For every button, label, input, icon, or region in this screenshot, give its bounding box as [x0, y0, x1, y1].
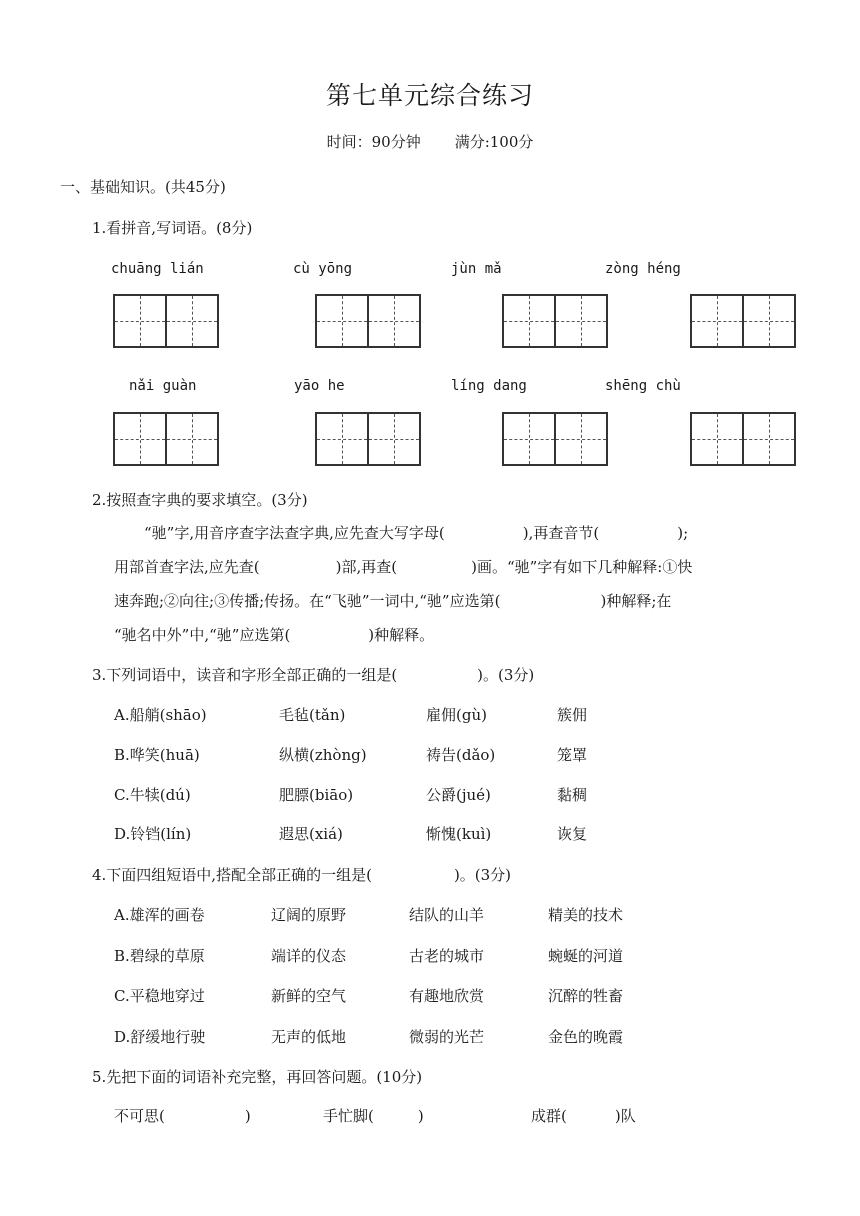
writing-grid[interactable]: [113, 294, 219, 348]
idiom-text: ): [417, 1107, 424, 1125]
q3-title-text: 3.下列词语中，读音和字形全部正确的一组是(: [92, 666, 398, 684]
option-d-phrase-3: 微弱的光芒: [409, 1028, 485, 1046]
option-a-phrase-2: 辽阔的原野: [271, 906, 347, 924]
question-2-body: [114, 516, 804, 652]
idiom-text: 手忙脚(: [323, 1107, 374, 1125]
option-a-word-3: 雇佣(gù): [426, 706, 487, 724]
option-b-phrase-2: 端详的仪态: [271, 947, 347, 965]
full-score: 满分:100分: [454, 133, 534, 151]
q2-text: )种解释。: [368, 626, 435, 644]
writing-grid[interactable]: [113, 412, 219, 466]
option-d-word-1[interactable]: D.铃铛(lín): [114, 825, 192, 843]
pinyin-label: líng dang: [451, 378, 527, 394]
pinyin-label: nǎi guàn: [129, 378, 197, 394]
writing-grid[interactable]: [315, 412, 421, 466]
option-c-word-1[interactable]: C.牛犊(dú): [114, 786, 191, 804]
option-d-word-2: 遐思(xiá): [279, 825, 343, 843]
time-limit: 时间：90分钟: [326, 133, 421, 151]
option-a-word-1[interactable]: A.船艄(shāo): [114, 706, 207, 724]
option-b-word-2: 纵横(zhòng): [279, 746, 367, 764]
q4-title-text: 4.下面四组短语中,搭配全部正确的一组是(: [92, 866, 372, 884]
option-a-phrase-4: 精美的技术: [548, 906, 624, 924]
question-1-title: 1.看拼音,写词语。(8分): [92, 219, 253, 237]
pinyin-label: yāo he: [294, 378, 345, 394]
writing-grid[interactable]: [315, 294, 421, 348]
option-c-phrase-4: 沉醉的牲畜: [548, 987, 624, 1005]
idiom-fill-1: [114, 1105, 251, 1126]
option-d-phrase-4: 金色的晚霞: [548, 1028, 624, 1046]
q2-text: )画。“驰”字有如下几种解释:①快: [471, 558, 693, 576]
writing-grid[interactable]: [690, 412, 796, 466]
option-b-phrase-4: 蜿蜒的河道: [548, 947, 624, 965]
idiom-text: )队: [614, 1107, 636, 1125]
q3-title-end: )。(3分): [477, 666, 535, 684]
q2-text: )种解释;在: [600, 592, 672, 610]
option-a-phrase-1[interactable]: A.雄浑的画卷: [114, 906, 205, 924]
question-3-title: [92, 664, 534, 685]
q2-text: 用部首查字法,应先查(: [114, 558, 260, 576]
option-a-word-4: 簇佣: [557, 706, 588, 724]
option-b-phrase-1[interactable]: B.碧绿的草原: [114, 947, 205, 965]
option-d-phrase-1[interactable]: D.舒缓地行驶: [114, 1028, 206, 1046]
idiom-fill-3: [531, 1105, 636, 1126]
pinyin-label: jùn mǎ: [451, 261, 502, 277]
option-a-phrase-3: 结队的山羊: [409, 906, 485, 924]
pinyin-label: shēng chù: [605, 378, 681, 394]
option-b-word-4: 笼罩: [557, 746, 588, 764]
option-b-word-3: 祷告(dǎo): [426, 746, 496, 764]
option-d-word-4: 诙复: [557, 825, 588, 843]
writing-grid[interactable]: [690, 294, 796, 348]
option-c-phrase-1[interactable]: C.平稳地穿过: [114, 987, 205, 1005]
q4-title-end: )。(3分): [453, 866, 512, 884]
writing-grid[interactable]: [502, 294, 608, 348]
option-c-phrase-3: 有趣地欣赏: [409, 987, 485, 1005]
question-2-title: 2.按照查字典的要求填空。(3分): [92, 491, 308, 509]
option-c-word-4: 黏稠: [557, 786, 588, 804]
pinyin-label: cù yōng: [293, 261, 353, 277]
question-4-title: [92, 864, 511, 885]
idiom-text: 不可思(: [114, 1107, 165, 1125]
q2-text: );: [677, 524, 689, 542]
writing-grid[interactable]: [502, 412, 608, 466]
idiom-text: ): [244, 1107, 251, 1125]
q2-text: “驰”字,用音序查字法查字典,应先查大写字母(: [144, 524, 445, 542]
idiom-text: 成群(: [531, 1107, 567, 1125]
option-d-word-3: 惭愧(kuì): [426, 825, 492, 843]
option-c-phrase-2: 新鲜的空气: [271, 987, 347, 1005]
page-title: 第七单元综合练习: [325, 81, 534, 110]
option-b-phrase-3: 古老的城市: [409, 947, 485, 965]
q2-text: ),再查音节(: [522, 524, 600, 542]
option-d-phrase-2: 无声的低地: [271, 1028, 347, 1046]
pinyin-label: zòng héng: [605, 261, 681, 277]
idiom-fill-2: [323, 1105, 424, 1126]
option-c-word-3: 公爵(jué): [426, 786, 491, 804]
exam-meta: [0, 131, 860, 152]
option-b-word-1[interactable]: B.哗笑(huā): [114, 746, 200, 764]
q2-text: 速奔跑;②向往;③传播;传扬。在“飞驰”一词中,“驰”应选第(: [114, 592, 501, 610]
section-1-heading: 一、基础知识。(共45分): [60, 178, 226, 196]
option-a-word-2: 毛毡(tǎn): [279, 706, 346, 724]
question-5-title: 5.先把下面的词语补充完整，再回答问题。(10分): [92, 1068, 423, 1086]
pinyin-label: chuāng lián: [111, 261, 204, 277]
option-c-word-2: 肥膘(biāo): [279, 786, 354, 804]
q2-text: “驰名中外”中,“驰”应选第(: [114, 626, 291, 644]
q2-text: )部,再查(: [335, 558, 398, 576]
